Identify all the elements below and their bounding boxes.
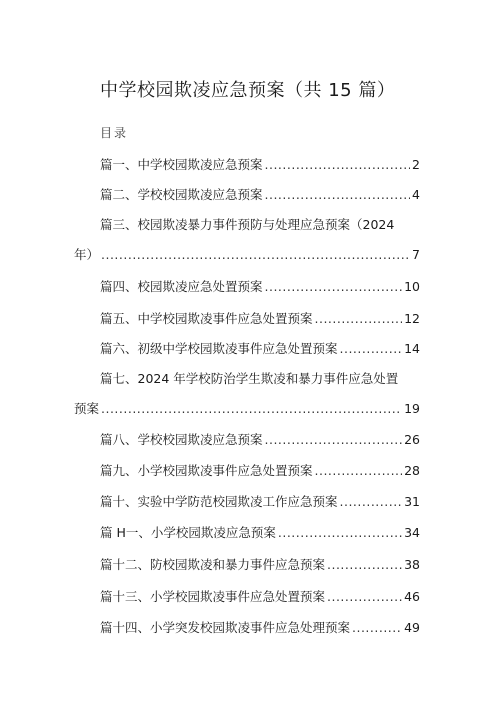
toc-entry-page: 26 [404,432,420,447]
leader-dots [265,157,411,173]
toc-entry-page: 34 [404,525,420,540]
toc-entry-page: 12 [404,311,420,326]
leader-dots [327,589,402,605]
toc-entry-label: 篇五、中学校园欺凌事件应急处置预案 [100,311,313,326]
toc-heading: 目录 [100,126,129,140]
toc-entry[interactable] [100,463,420,479]
toc-entry-label: 篇十、实验中学防范校园欺凌工作应急预案 [100,494,338,509]
toc-entry-label: 预案 [74,401,100,416]
toc-entry-page: 28 [404,463,420,478]
leader-dots [315,463,403,479]
leader-dots [352,620,402,636]
toc-entry-label-line1[interactable]: 篇三、校园欺凌暴力事件预防与处理应急预案（2024 [100,217,395,232]
toc-entry[interactable] [100,525,420,541]
toc-entry[interactable] [100,432,420,448]
toc-entry-page: 2 [412,157,420,172]
leader-dots [340,494,403,510]
leader-dots [340,341,403,357]
toc-entry-page: 14 [404,341,420,356]
toc-entry-page: 4 [412,187,420,202]
leader-dots [315,311,403,327]
toc-entry-page: 31 [404,494,420,509]
toc-entry-label: 篇一、中学校园欺凌应急预案 [100,157,263,172]
toc-entry-label: 年） [74,247,100,262]
toc-entry-page: 38 [404,557,420,572]
leader-dots [101,401,402,417]
toc-entry-label-line1[interactable]: 篇七、2024 年学校防治学生欺凌和暴力事件应急处置 [100,371,399,386]
leader-dots [327,557,402,573]
toc-entry-label: 篇十二、防校园欺凌和暴力事件应急预案 [100,557,326,572]
toc-entry-label: 篇九、小学校园欺凌事件应急处置预案 [100,463,313,478]
toc-entry[interactable] [100,557,420,573]
leader-dots [265,279,403,295]
toc-entry-page: 10 [404,279,420,294]
leader-dots [265,432,403,448]
leader-dots [101,247,410,263]
toc-entry-label: 篇二、学校校园欺凌应急预案 [100,187,263,202]
toc-entry[interactable] [100,341,420,357]
toc-entry-label: 篇 H一、小学校园欺凌应急预案 [100,525,276,540]
toc-entry[interactable] [74,401,420,417]
toc-entry[interactable] [100,279,420,295]
toc-entry-page: 46 [404,589,420,604]
toc-entry[interactable] [100,311,420,327]
toc-entry-page: 49 [404,620,420,635]
document-title: 中学校园欺凌应急预案（共 15 篇） [100,80,396,101]
leader-dots [265,187,411,203]
toc-entry[interactable] [100,620,420,636]
toc-entry-label: 篇十三、小学校园欺凌事件应急处置预案 [100,589,326,604]
toc-entry[interactable] [100,187,420,203]
toc-entry-label: 篇六、初级中学校园欺凌事件应急处置预案 [100,341,338,356]
toc-entry[interactable] [100,494,420,510]
toc-entry[interactable] [100,157,420,173]
toc-entry-label: 篇四、校园欺凌应急处置预案 [100,279,263,294]
toc-entry-label: 篇十四、小学突发校园欺凌事件应急处理预案 [100,620,351,635]
toc-entry[interactable] [74,247,420,263]
toc-entry-page: 7 [412,247,420,262]
leader-dots [278,525,402,541]
toc-entry[interactable] [100,589,420,605]
toc-entry-page: 19 [404,401,420,416]
toc-entry-label: 篇八、学校校园欺凌应急预案 [100,432,263,447]
